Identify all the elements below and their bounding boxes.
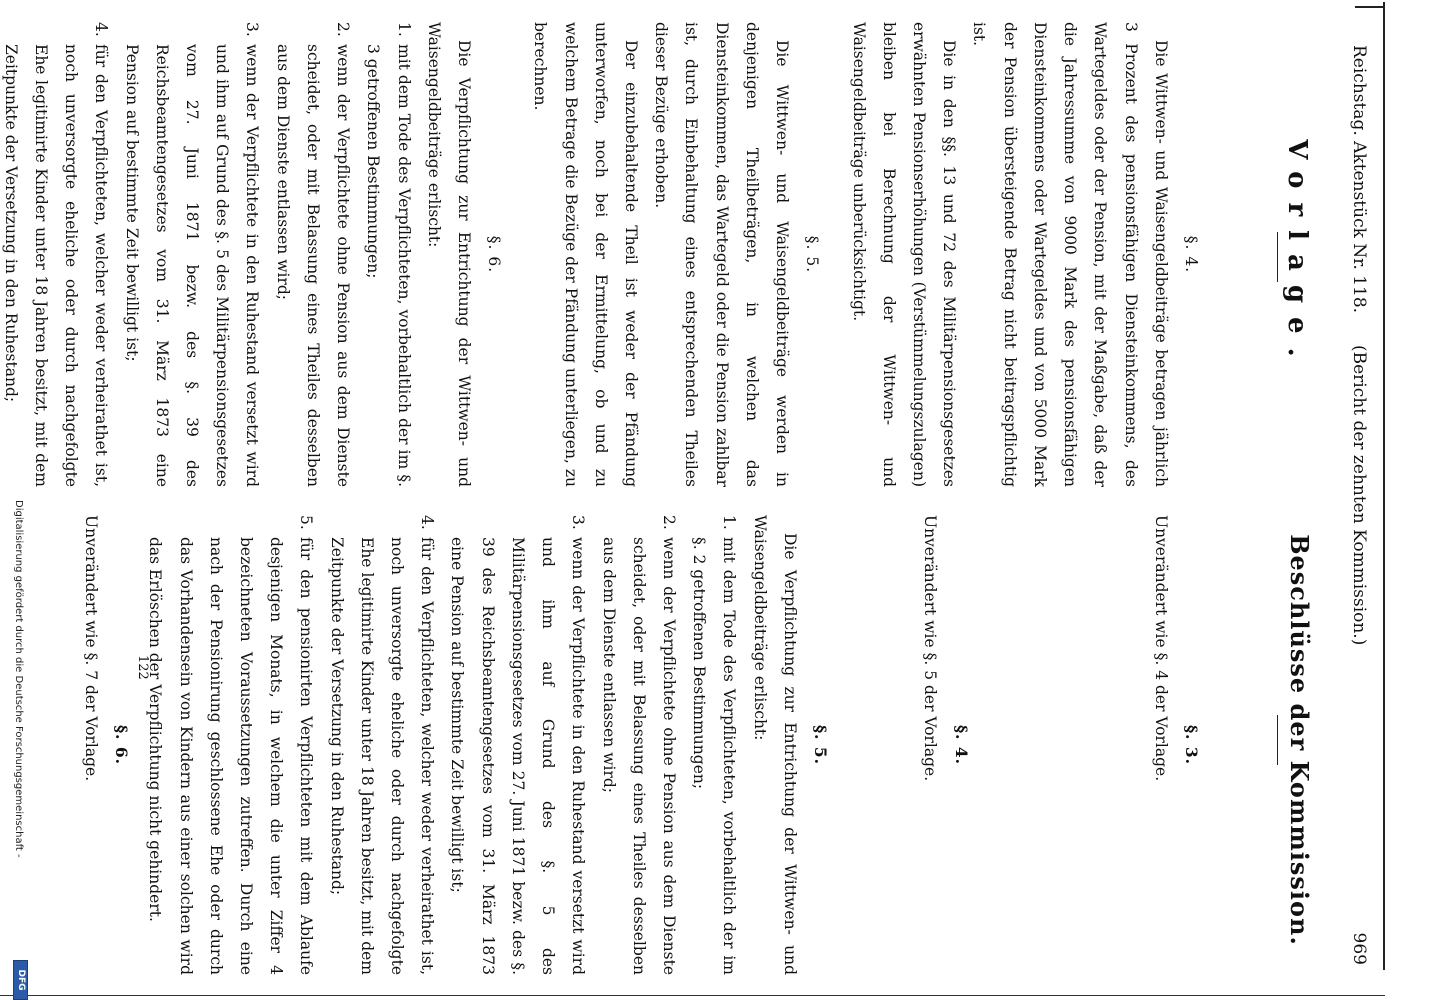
paragraph: Unverändert wie §. 7 der Vorlage.: [81, 515, 100, 782]
list-number: 4.: [92, 22, 111, 37]
list-text: wenn der Verpflichtete in den Ruhestand versetzt wird und ihm auf Grund des §. 5 des Militärpensionsgesetzes vom 27. Juni 1871 bezw. des §. 39 des Reichsbeamtengesetzes vom 31. März 1873 eine Pension auf bestimmte Zeit bewilligt ist;: [122, 44, 262, 487]
paragraph: Die Wittwen- und Waisengeldbeiträge betragen jährlich 3 Prozent des pensionsfähigen Diensteinkommens, des Wartegeldes oder der Pension, mit der Maßgabe, daß der die Jahressumme von 9000 Mark des pensionsfähigen Diensteinkommens oder Wartegeldes und von 5000 Mark der Pension übersteigende Betrag nicht beitragspflichtig ist.: [970, 22, 1170, 487]
paragraph: Unverändert wie §. 5 der Vorlage.: [921, 515, 940, 782]
list-text: für den pensionirten Verpflichteten mit dem Ablaufe desjenigen Monats, in welchem die unter Ziffer 4 bezeichneten Voraussetzungen zutreffen. Durch eine nach der Pensionirung geschlossene Ehe oder durch das Vorhandensein von Kindern aus einer solchen wird das Erlöschen der Verpflichtung nicht gehindert.: [146, 537, 316, 975]
paragraph: Der einzubehaltende Theil ist weder der Pfändung unterworfen, noch bei der Ermittelung, ob und zu welchem Betrage die Bezüge der Pfändung unterliegen, zu berechnen.: [531, 22, 641, 487]
list-item: [116, 22, 267, 487]
header-right: [1342, 345, 1375, 965]
title-rule-right: [1277, 715, 1278, 765]
section-heading: §. 6.: [112, 724, 132, 766]
list-item: [267, 22, 358, 487]
paragraph: Unverändert wie §. 4 der Vorlage.: [1151, 515, 1170, 782]
list-number: 2.: [334, 22, 353, 37]
list-item: [140, 515, 321, 975]
list-number: 1.: [720, 515, 739, 530]
page-number: 969: [1349, 932, 1369, 965]
list-number: 3.: [569, 515, 588, 530]
list-text: wenn der Verpflichtete ohne Pension aus dem Dienste scheidet, oder mit Belassung eines Theiles desselben aus dem Dienste entlassen wird;: [273, 44, 353, 487]
paragraph: Die Wittwen- und Waisengeldbeiträge werden in denjenigen Theilbeträgen, in welchen das Diensteinkommen, das Wartegeld oder die Pension zahlbar ist, durch Einbehaltung eines entsprechenden Theiles dieser Bezüge erhoben.: [652, 22, 792, 487]
header-rule-left: [1355, 6, 1385, 8]
list-text: mit dem Tode des Verpflichteten, vorbehaltlich der im §. 3 getroffenen Bestimmungen;: [364, 44, 413, 487]
column-vorlage: [0, 22, 1210, 487]
header-right-text: (Bericht der zehnten Kommission.): [1349, 345, 1369, 646]
title-rule-left: [1277, 232, 1278, 282]
bottom-page-number: 122: [135, 655, 150, 680]
list-number: 1.: [394, 22, 413, 37]
list-number: 4.: [418, 515, 437, 530]
list-number: 5.: [297, 515, 316, 530]
list-item: [684, 515, 744, 975]
list-text: wenn der Verpflichtete in den Ruhestand versetzt wird und ihm auf Grund des §. 5 des Militärpensionsgesetzes vom 27. Juni 1871 bezw. des §. 39 des Reichsbeamtengesetzes vom 31. März 1873 eine Pension auf bestimmte Zeit bewilligt ist;: [448, 537, 588, 975]
section-heading: §. 5.: [803, 235, 822, 274]
header-rule: [1383, 2, 1385, 970]
paragraph: Die Verpflichtung zur Entrichtung der Wittwen- und Waisengeldbeiträge erlischt:: [750, 515, 799, 975]
column-kommission: [0, 515, 1210, 975]
list-number: 2.: [660, 515, 679, 530]
list-text: für den Verpflichteten, welcher weder verheirathet ist, noch unversorgte eheliche oder durch nachgefolgte Ehe legitimirte Kinder unter 18 Jahren besitzt, mit dem Zeitpunkte der Versetzung in den Ruhestand;: [327, 537, 437, 975]
section-heading: §. 4.: [1182, 235, 1200, 274]
list-number: 3.: [243, 22, 262, 37]
digitization-credit: Digitalisierung gefördert durch die Deutsche Forschungsgemeinschaft -: [13, 500, 24, 858]
section-heading: §. 3.: [1182, 724, 1201, 766]
dfg-logo-icon: DFG: [13, 960, 28, 1000]
section-heading: §. 4.: [951, 724, 971, 766]
list-item: [593, 515, 684, 975]
paragraph: Die in den §§. 13 und 72 des Militärpensionsgesetzes erwähnten Pensionserhöhungen (Verstümmelungszulagen) bleiben bei Berechnung der Wittwen- und Waisengeldbeiträge unberücksichtigt.: [849, 22, 959, 487]
list-item: [358, 22, 418, 487]
list-text: für den Verpflichteten, welcher weder verheirathet ist, noch unversorgte eheliche oder durch nachgefolgte Ehe legitimirte Kinder unter 18 Jahren besitzt, mit dem Zeitpunkte der Versetzung in den Ruhestand;: [1, 44, 111, 487]
header-left: Reichstag. Aktenstück Nr. 118.: [1349, 45, 1369, 314]
page-edge-rule: [0, 995, 1385, 996]
column-title-left: Vorlage.: [1282, 139, 1312, 371]
section-heading: §. 5.: [811, 724, 831, 766]
list-item: [442, 515, 593, 975]
paragraph: Die Verpflichtung zur Entrichtung der Wittwen- und Waisengeldbeiträge erlischt:: [424, 22, 473, 487]
column-title-right: Beschlüsse der Kommission.: [1285, 534, 1314, 946]
section-heading: §. 6.: [485, 235, 504, 274]
list-text: wenn der Verpflichtete ohne Pension aus dem Dienste scheidet, oder mit Belassung eines Theiles desselben aus dem Dienste entlassen wird;: [599, 537, 679, 975]
list-item: [321, 515, 442, 975]
list-text: mit dem Tode des Verpflichteten, vorbehaltlich der im §. 2 getroffenen Bestimmungen;: [690, 537, 739, 975]
list-item: [0, 22, 116, 487]
